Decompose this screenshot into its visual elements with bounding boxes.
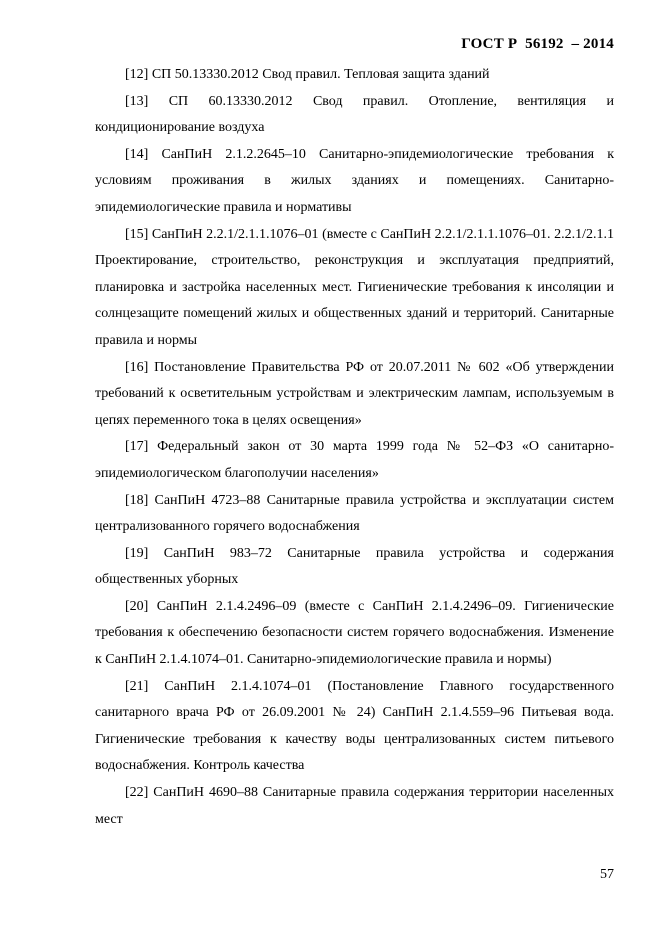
standard-header: ГОСТ Р 56192 – 2014	[461, 36, 614, 52]
reference-item: [15] СанПиН 2.2.1/2.1.1.1076–01 (вместе с СанПиН 2.2.1/2.1.1.1076–01. 2.2.1/2.1.1 Проектирование, строительство, реконструкция и эксплуатация предприятий, планировка и застройка населенных мест. Гигиенические требования к инсоляции и солнцезащите помещений жилых и общественных зданий и территорий. Санитарные правила и нормы	[95, 226, 614, 348]
page-number: 57	[600, 867, 614, 882]
reference-item: [18] СанПиН 4723–88 Санитарные правила устройства и эксплуатации систем централизованного горячего водоснабжения	[95, 492, 614, 535]
bibliography-list	[95, 62, 614, 833]
reference-item: [19] СанПиН 983–72 Санитарные правила устройства и содержания общественных уборных	[95, 545, 614, 588]
reference-item: [20] СанПиН 2.1.4.2496–09 (вместе с СанПиН 2.1.4.2496–09. Гигиенические требования к обеспечению безопасности систем горячего водоснабжения. Изменение к СанПиН 2.1.4.1074–01. Санитарно-эпидемиологические правила и нормы)	[95, 598, 614, 668]
reference-item: [22] СанПиН 4690–88 Санитарные правила содержания территории населенных мест	[95, 785, 614, 827]
reference-item: [12] СП 50.13330.2012 Свод правил. Тепловая защита зданий	[125, 67, 490, 82]
reference-item: [16] Постановление Правительства РФ от 20.07.2011 № 602 «Об утверждении требований к осветительным устройствам и электрическим лампам, используемым в цепях переменного тока в целях освещения»	[95, 359, 614, 428]
reference-item: [13] СП 60.13330.2012 Свод правил. Отопление, вентиляция и кондиционирование воздуха	[95, 93, 614, 136]
reference-item: [21] СанПиН 2.1.4.1074–01 (Постановление Главного государственного санитарного врача РФ от 26.09.2001 № 24) СанПиН 2.1.4.559–96 Питьевая вода. Гигиенические требования к качеству воды централизованных систем питьевого водоснабжения. Контроль качества	[95, 678, 614, 774]
reference-item: [14] СанПиН 2.1.2.2645–10 Санитарно-эпидемиологические требования к условиям проживания в жилых зданиях и помещениях. Санитарно-эпидемиологические правила и нормативы	[95, 146, 614, 215]
reference-item: [17] Федеральный закон от 30 марта 1999 года № 52–ФЗ «О санитарно-эпидемиологическом благополучии населения»	[95, 439, 614, 481]
